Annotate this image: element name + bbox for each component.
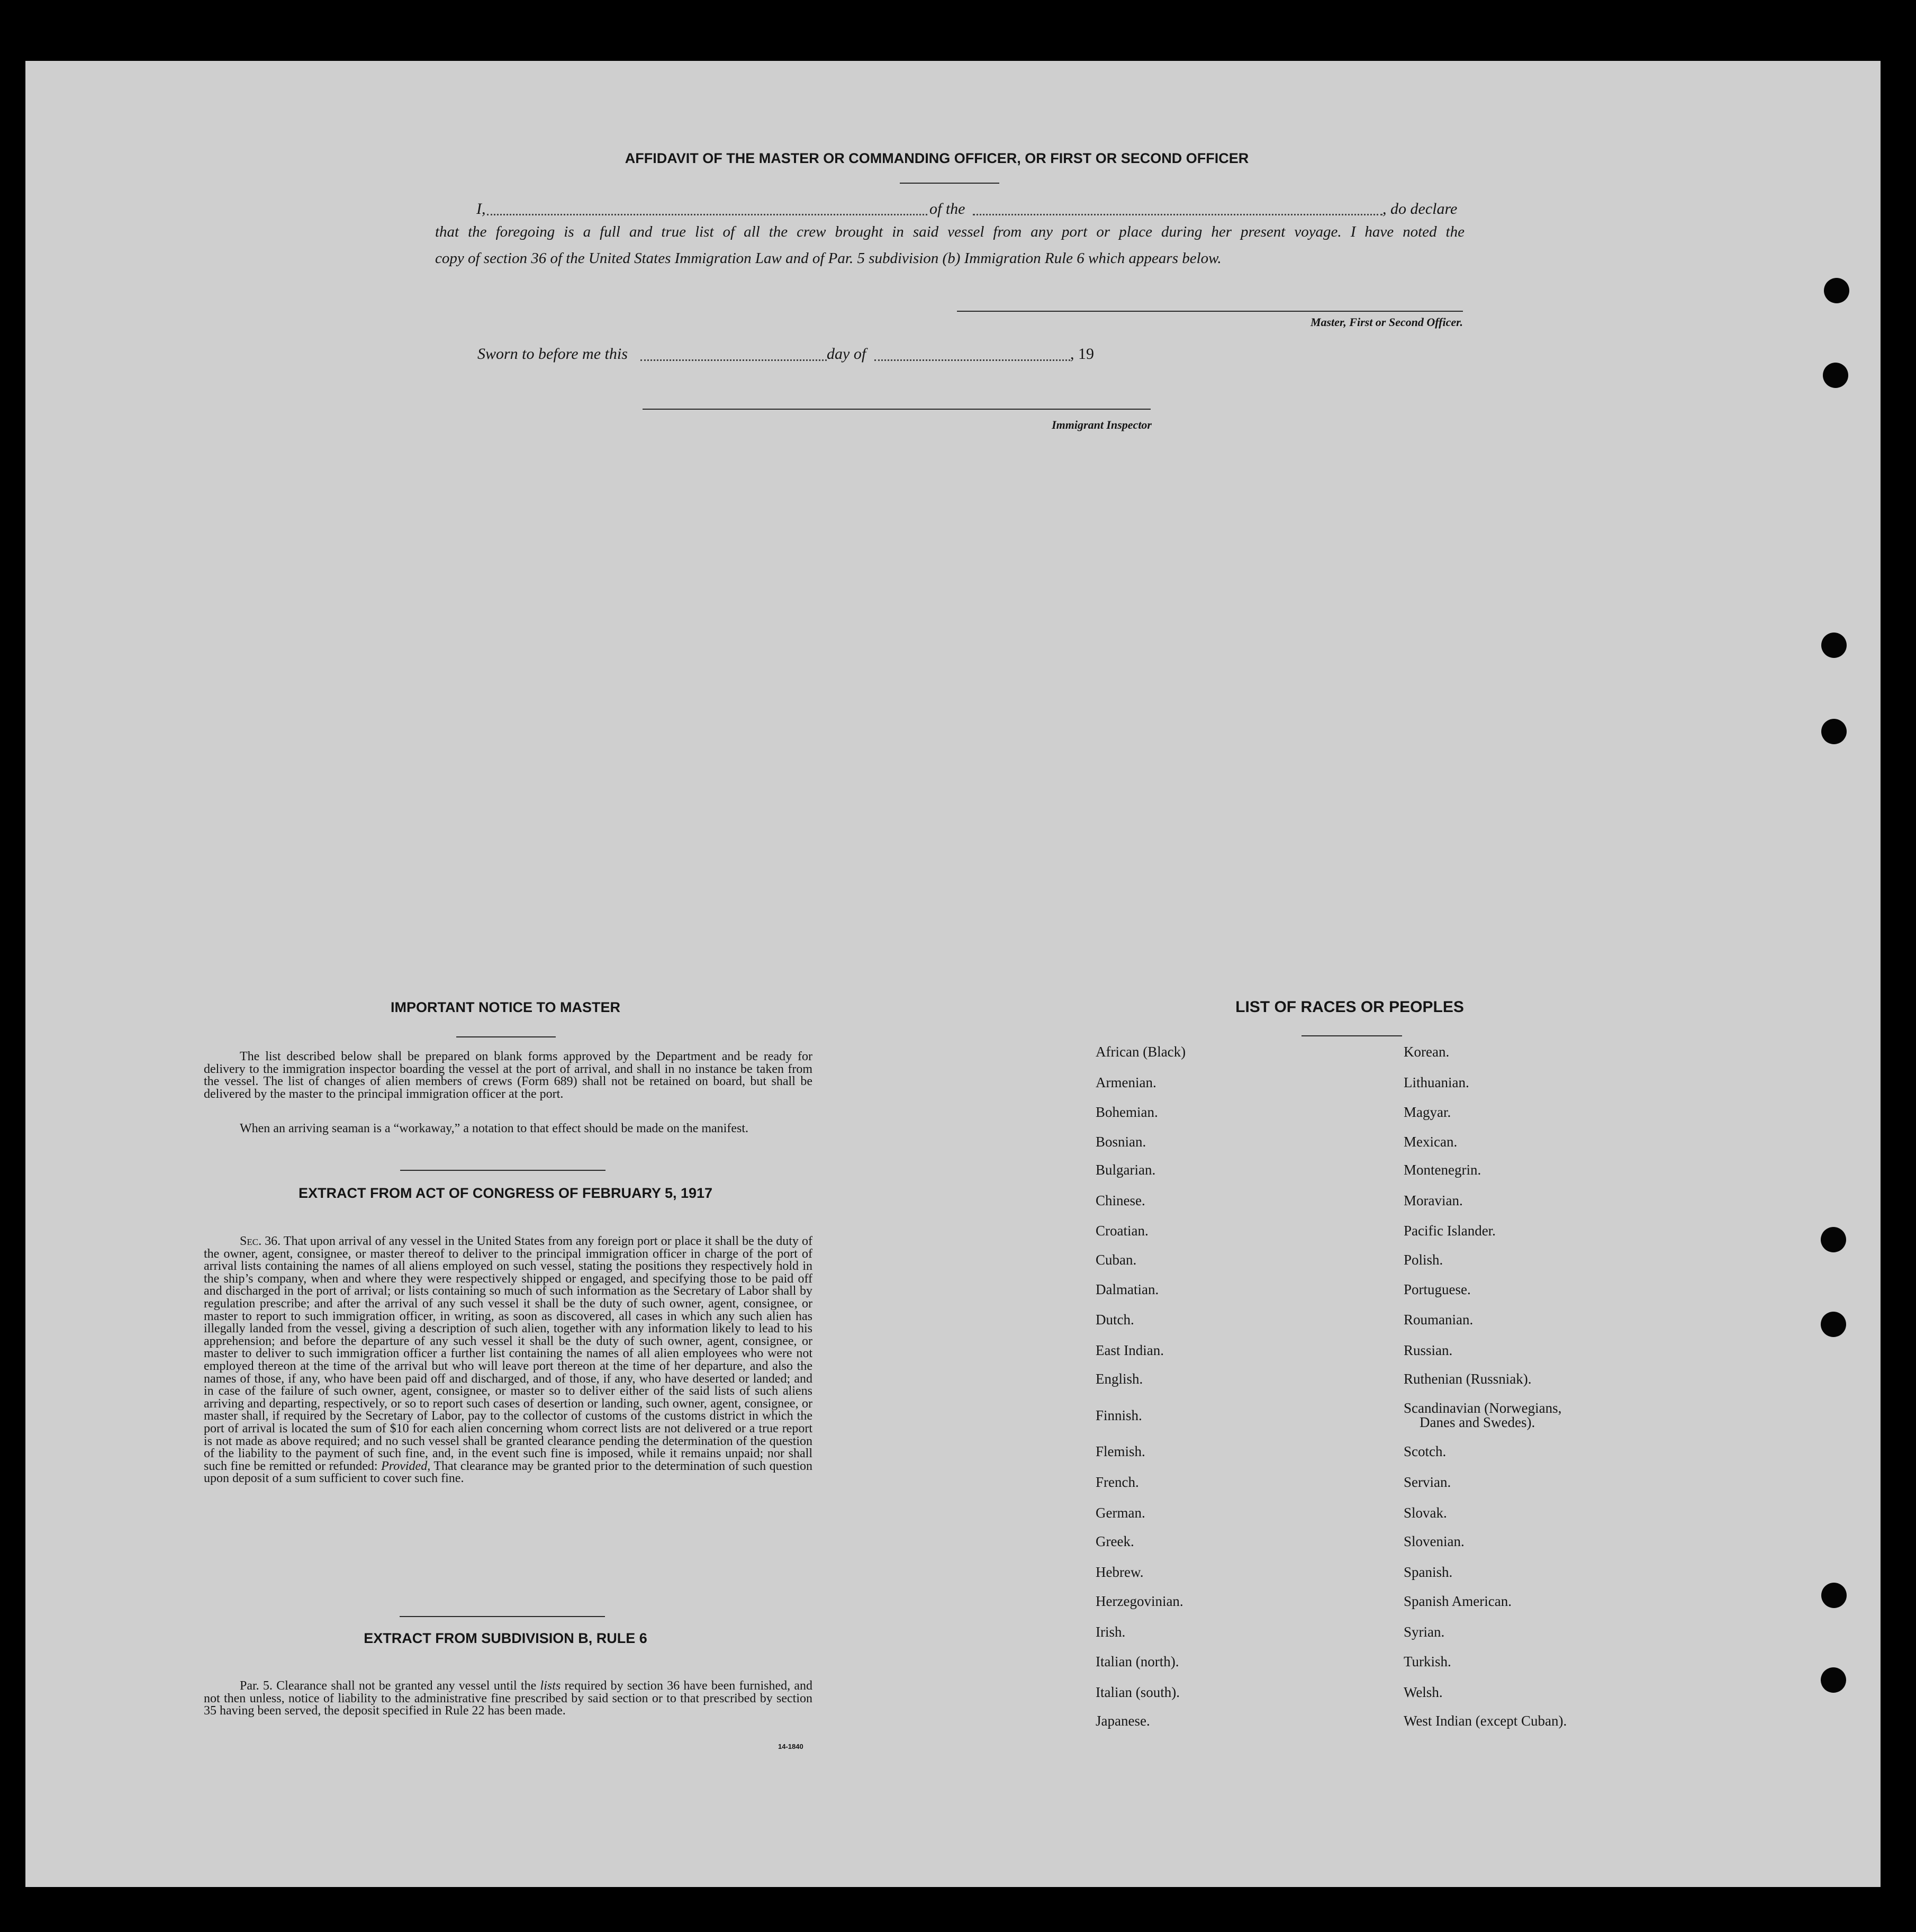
race-item: Greek. [1096,1533,1134,1549]
affidavit-of-the-label: of the [929,200,965,218]
affidavit-body-line1: that the foregoing is a full and true list of all the crew brought in said vessel from any port or place during her present voyage. I have noted the [435,223,1465,240]
vessel-blank [973,214,1382,215]
race-item: West Indian (except Cuban). [1404,1713,1567,1729]
race-item: Irish. [1096,1624,1126,1640]
divider [456,1036,556,1037]
name-blank [487,214,927,215]
race-item: Herzegovinian. [1096,1593,1183,1609]
divider [400,1616,605,1617]
race-item: Cuban. [1096,1252,1137,1268]
act-extract-text [204,1235,812,1485]
rule-extract-text [204,1680,812,1718]
act-extract-title: EXTRACT FROM ACT OF CONGRESS OF FEBRUARY 5, 1917 [298,1185,713,1201]
provided-word: Provided, [381,1459,431,1473]
race-item: Magyar. [1404,1104,1451,1120]
race-item: Flemish. [1096,1443,1145,1459]
race-item: French. [1096,1474,1139,1490]
act-text: That upon arrival of any vessel in the United States from any foreign port or place it shall be the duty of the owner, agent, consignee, or master thereof to deliver to the principal immigration officer in charge of the port of arrival lists containing the names of all aliens employed on such vessel, stating the positions they respectively hold in the ship’s company, when and where they were respectively shipped or engaged, and specifying those to be paid off and discharged in the port of arrival; or lists containing so much of such information as the Secretary of Labor shall by regulation prescribe; and after the arrival of any such vessel it shall be the duty of such owner, agent, consignee, or master to report to such immigration officer, in writing, as soon as discovered, all cases in which any such alien has illegally landed from the vessel, giving a description of such alien, together with any information likely to lead to his apprehension; and before the departure of any such vessel it shall be the duty of such owner, agent, consignee, or master to deliver to such immigration officer a further list containing the names of all alien employees who were not employed thereon at the time of the arrival but who will leave port thereon at the time of her departure, and also the names of those, if any, who have been paid off and discharged, and of those, if any, who have deserted or landed; and in case of the failure of such owner, agent, consignee, or master so to deliver either of the said lists of such aliens arriving and departing, respectively, or so to report such cases of desertion or landing, such owner, agent, consignee, or master shall, if required by the Secretary of Labor, pay to the collector of customs of the customs district in which the port of arrival is located the sum of $10 for each alien concerning whom correct lists are not delivered or a true report is not made as above required; and no such vessel shall be granted clearance pending the determination of the question of the liability to the payment of such fine, and, in the event such fine is imposed, while it remains unpaid; nor shall such fine be remitted or refunded: [204,1234,812,1473]
punch-hole [1824,278,1849,303]
race-item: Ruthenian (Russniak). [1404,1371,1532,1387]
sec-label: Sec. 36. [240,1234,281,1248]
punch-hole [1821,719,1847,744]
race-item: Slovak. [1404,1505,1447,1521]
race-item: Italian (south). [1096,1684,1180,1700]
race-item: Chinese. [1096,1193,1145,1208]
race-item: African (Black) [1096,1044,1186,1060]
race-item: Armenian. [1096,1075,1156,1090]
divider [1302,1035,1402,1036]
race-item: Lithuanian. [1404,1075,1469,1090]
race-item: Turkish. [1404,1654,1451,1669]
race-item: Spanish American. [1404,1593,1512,1609]
race-item: Bohemian. [1096,1104,1158,1120]
punch-hole [1821,633,1847,658]
punch-hole [1821,1583,1847,1608]
sworn-label: Sworn to before me this [477,345,628,363]
race-item: Spanish. [1404,1564,1453,1580]
race-item: Montenegrin. [1404,1162,1481,1178]
affidavit-do-declare: , do declare [1382,200,1458,218]
race-item: English. [1096,1371,1143,1387]
day-of-label: day of [827,345,866,363]
rule-extract-title: EXTRACT FROM SUBDIVISION B, RULE 6 [364,1630,647,1646]
race-item: Japanese. [1096,1713,1150,1729]
master-caption: Master, First or Second Officer. [1310,315,1463,329]
rule-text-a: Par. 5. Clearance shall not be granted any vessel until the [240,1679,537,1693]
sworn-day-blank [640,359,827,361]
race-item: East Indian. [1096,1342,1164,1358]
race-item: Dalmatian. [1096,1281,1159,1297]
punch-hole [1821,1312,1846,1337]
affidavit-title: AFFIDAVIT OF THE MASTER OR COMMANDING OFFICER, OR FIRST OR SECOND OFFICER [625,150,1249,166]
race-item: Dutch. [1096,1312,1134,1328]
inspector-signature-line [643,409,1151,410]
affidavit-i-label: I, [476,200,486,218]
race-item: Italian (north). [1096,1654,1179,1669]
race-item: Scotch. [1404,1443,1447,1459]
form-code: 14-1840 [778,1743,803,1750]
race-item: Korean. [1404,1044,1450,1060]
race-item: Portuguese. [1404,1281,1471,1297]
act-text-end: That clearance may be granted prior to the determination of such question upon deposit of a sum sufficient to cover such fine. [204,1459,813,1486]
inspector-caption: Immigrant Inspector [1052,418,1152,431]
race-item: Moravian. [1404,1193,1463,1208]
year-label: , 19 [1070,345,1094,363]
race-item: Syrian. [1404,1624,1445,1640]
race-item: Mexican. [1404,1134,1458,1150]
race-item: Roumanian. [1404,1312,1474,1328]
race-item: Bosnian. [1096,1134,1146,1150]
race-item: Slovenian. [1404,1533,1465,1549]
race-item-continued: Danes and Swedes). [1420,1414,1535,1430]
punch-hole [1823,363,1848,388]
race-item: Hebrew. [1096,1564,1144,1580]
race-item: Croatian. [1096,1223,1149,1239]
races-title: LIST OF RACES OR PEOPLES [1235,998,1464,1016]
divider [400,1170,605,1171]
divider [900,183,999,184]
race-item: Polish. [1404,1252,1443,1268]
master-signature-line [957,311,1463,312]
race-item: German. [1096,1505,1145,1521]
race-item: Russian. [1404,1342,1453,1358]
lists-word: lists [540,1679,561,1693]
race-item: Finnish. [1096,1407,1142,1423]
notice-para2: When an arriving seaman is a “workaway,” a notation to that effect should be made on the manifest. [240,1122,748,1135]
race-item: Pacific Islander. [1404,1223,1496,1239]
rule-text-b: required by section 36 have been furnished, and not then unless, notice of liability to the administrative fine prescribed by said section or to that prescribed by section 35 having been served, the deposit specified in Rule 22 has been made. [204,1679,813,1718]
affidavit-body-line2: copy of section 36 of the United States Immigration Law and of Par. 5 subdivision (b) Immigration Rule 6 which appears below. [435,250,1222,267]
race-item: Welsh. [1404,1684,1443,1700]
punch-hole [1821,1227,1846,1252]
race-item: Bulgarian. [1096,1162,1156,1178]
notice-title: IMPORTANT NOTICE TO MASTER [391,999,620,1015]
race-item: Servian. [1404,1474,1451,1490]
race-item: Scandinavian (Norwegians, [1404,1400,1562,1416]
document-page [25,61,1881,1887]
sworn-month-blank [874,359,1070,361]
punch-hole [1821,1667,1846,1693]
notice-para1: The list described below shall be prepared on blank forms approved by the Department and be ready for delivery to the immigration inspector boarding the vessel at the port of arrival, and shall in no instance be taken from the vessel. The list of changes of alien members of crews (Form 689) shall not be retained on board, but shall be delivered by the master to the principal immigration officer at the port. [204,1050,812,1101]
